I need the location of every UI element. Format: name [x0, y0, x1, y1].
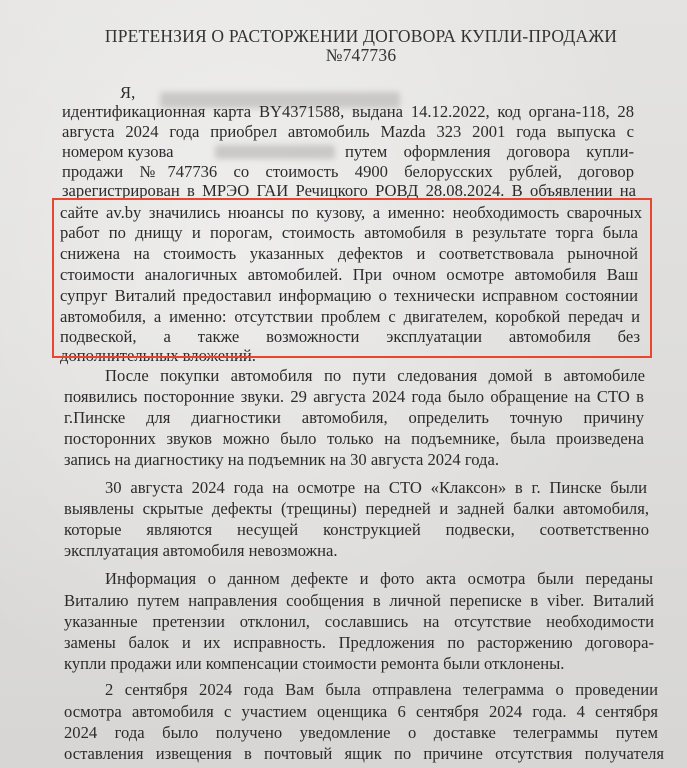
body-line: 2 сентября 2024 года Вам была отправлена телеграмма о проведении	[105, 680, 658, 699]
body-line: Информация о данном дефекте и фото акта осмотра были переданы	[105, 569, 653, 588]
body-line: осмотра автомобиля с участием оценщика 6 сентября 2024 года. 4 сентября	[64, 702, 658, 721]
body-line: идентификационная карта BY4371588, выдана 14.12.2022, код органа-118, 28	[62, 102, 634, 121]
body-line: купли продажи или компенсации стоимости ремонта были отклонены.	[64, 654, 565, 673]
body-line: продажи №747736 со стоимость 4900 белорусских рублей, договор	[62, 162, 634, 181]
redacted-body-number	[215, 145, 335, 159]
body-line: номером кузова	[62, 142, 174, 161]
body-line: супруг Виталий предоставил информацию о технически исправном состоянии	[60, 286, 638, 305]
body-line: 2024 года было получено уведомление о доставке телеграммы путем	[64, 723, 658, 742]
body-line: После покупки автомобиля по пути следования домой в автомобиле	[105, 366, 645, 385]
highlight-box	[52, 198, 652, 358]
body-line: августа 2024 года приобрел автомобиль Mazda 323 2001 года выпуска с	[62, 122, 634, 141]
body-line: г.Пинске для диагностики автомобиля, определить точную причину	[64, 408, 644, 427]
body-line: зарегистрирован в МРЭО ГАИ Речицкого РОВД 28.08.2024. В объявлении на	[62, 181, 636, 200]
body-line: Я,	[120, 83, 136, 102]
body-line: работ по днищу и порогам, стоимость автомобиля в результате торга была	[60, 223, 638, 242]
body-line: автомобиля, а именно: отсутствии проблем с двигателем, коробкой передач и	[60, 307, 640, 326]
body-line: эксплуатация автомобиля невозможна.	[64, 541, 338, 560]
body-line: сайте av.by значились нюансы по кузову, а именно: необходимость сварочных	[60, 203, 642, 222]
body-line: дополнительных вложений.	[60, 346, 256, 365]
body-line: оставления извещения в почтовый ящик по причине отсутствия получателя	[64, 744, 664, 763]
body-line: стоимости аналогичных автомобилей. При очном осмотре автомобиля Ваш	[60, 265, 638, 284]
body-line: 30 августа 2024 года на осмотре на СТО «Клаксон» в г. Пинске были	[105, 478, 647, 497]
document-title: ПРЕТЕНЗИЯ О РАСТОРЖЕНИИ ДОГОВОРА КУПЛИ-ПРОДАЖИ	[104, 26, 618, 46]
body-line: которые являются несущей конструкцией подвески, соответственно	[64, 520, 649, 539]
body-line: запись на диагностику на подъемник на 30 августа 2024 года.	[64, 450, 500, 469]
body-line: выявлены скрытые дефекты (трещины) передней и задней балки автомобиля,	[64, 499, 649, 518]
body-line: появились посторонние звуки. 29 августа 2024 года было обращение на СТО в	[64, 387, 644, 406]
body-line: снижена на стоимость указанных дефектов и соответствовала рыночной	[60, 244, 638, 263]
body-line: подвеской, а также возможности эксплуатации автомобиля без	[60, 327, 640, 346]
body-line: замены балок и их исправность. Предложения по расторжению договора-	[64, 633, 654, 652]
body-line: указанные претензии отклонил, сославшись на отсутствие необходимости	[64, 612, 654, 631]
body-line: путем оформления договора купли-	[345, 142, 634, 161]
document-number: №747736	[325, 45, 397, 65]
body-line: Виталию путем направления сообщения в личной переписке в viber. Виталий	[64, 591, 654, 610]
body-line: посторонних звуков можно было только на подъемнике, была произведена	[64, 429, 644, 448]
